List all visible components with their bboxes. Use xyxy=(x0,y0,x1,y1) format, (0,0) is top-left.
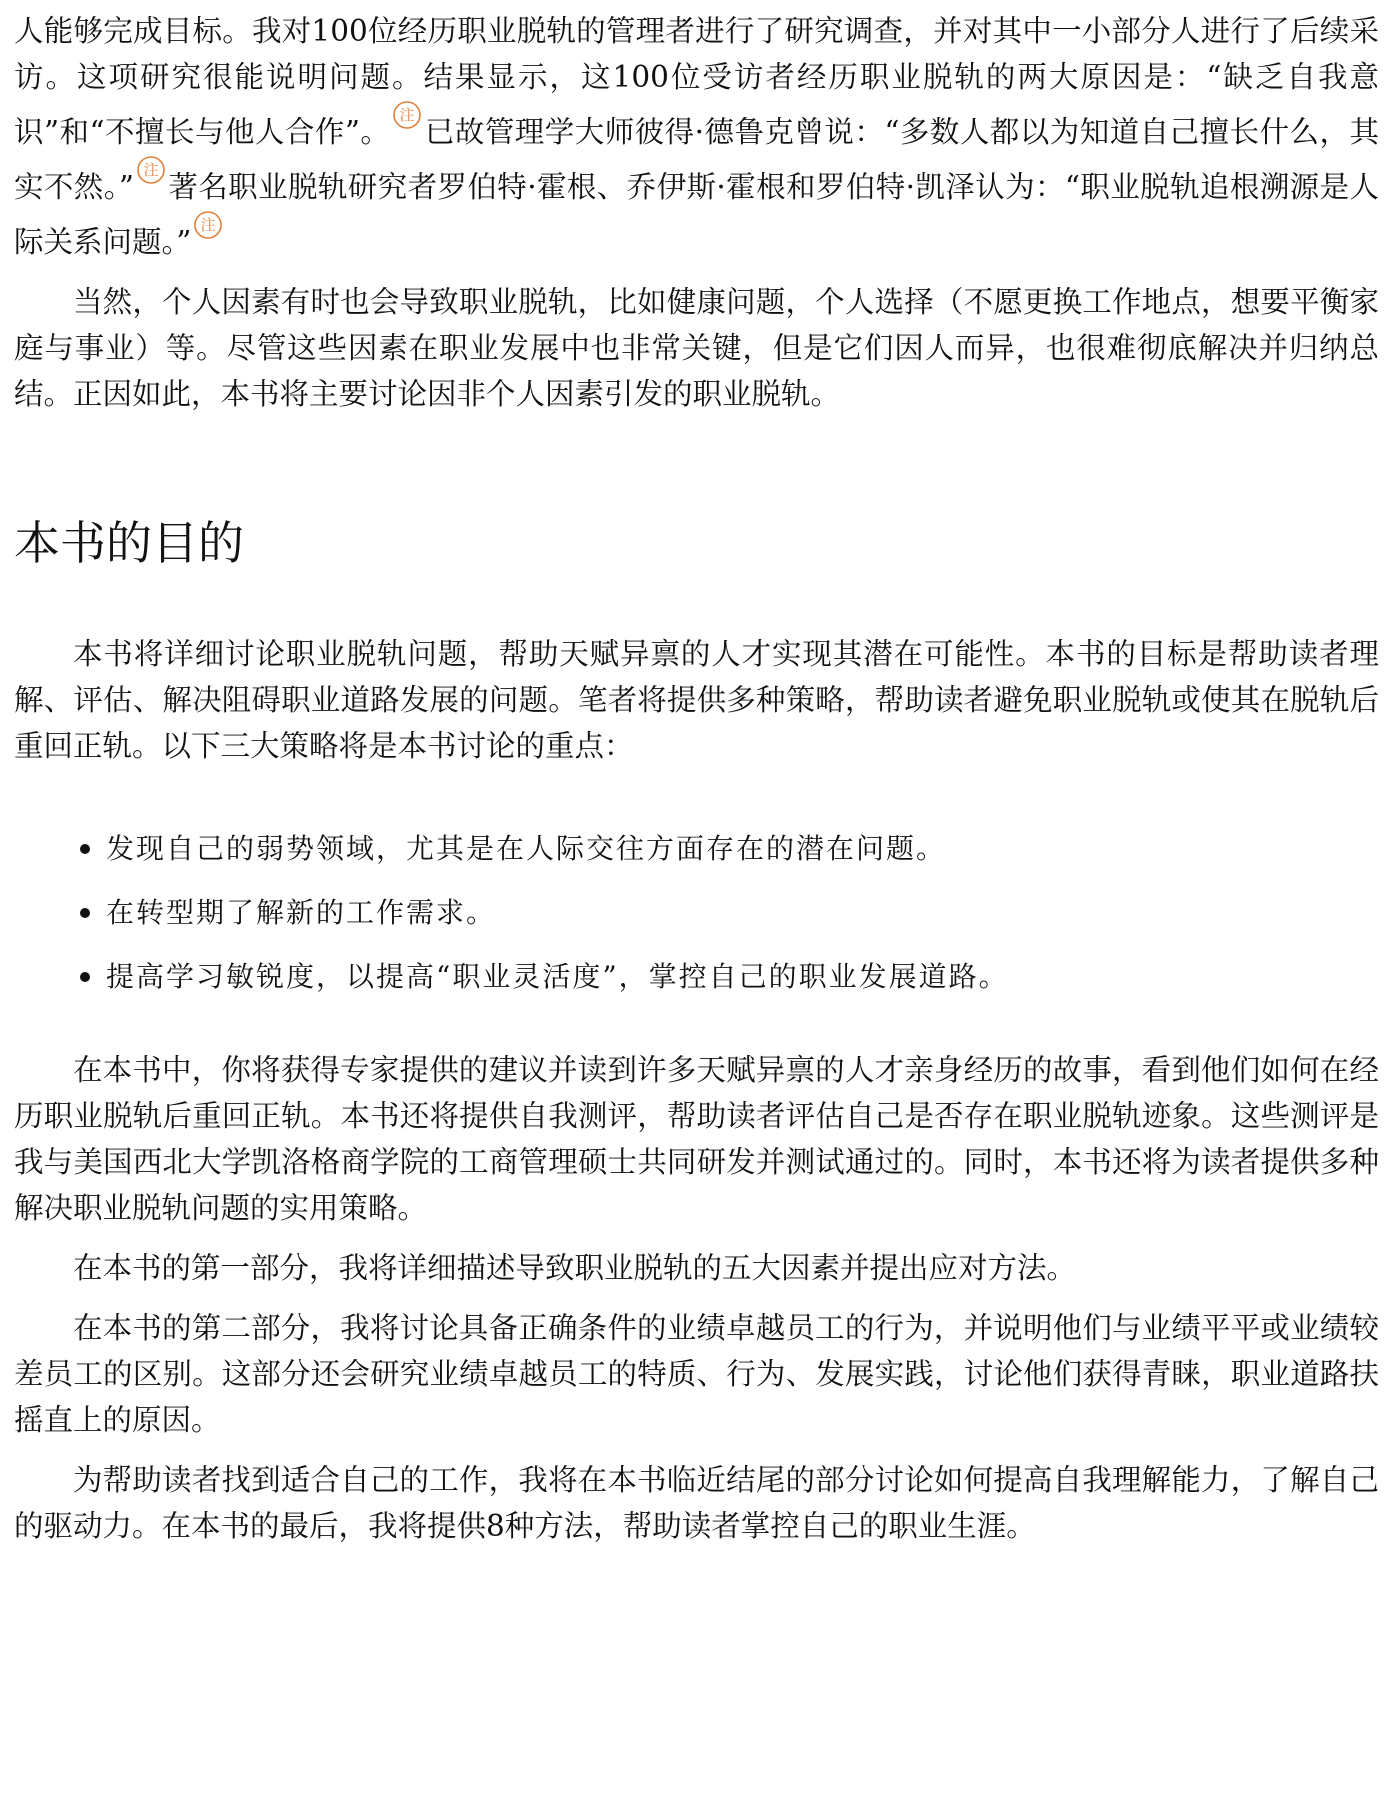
svg-text:注: 注 xyxy=(143,161,159,179)
list-item xyxy=(106,829,1379,869)
list-item-text: 发现自己的弱势领域，尤其是在人际交往方面存在的潜在问题。 xyxy=(106,832,947,865)
section-heading: 本书的目的 xyxy=(14,516,244,570)
svg-text:注: 注 xyxy=(399,106,415,124)
paragraph-text: 已故管理学大师彼得·德鲁克曾说：“多数人都以为知道自己擅长什么，其实不然。” xyxy=(14,115,1379,204)
paragraph-part-two: 在本书的第二部分，我将讨论具备正确条件的业绩卓越员工的行为，并说明他们与业绩平平或业绩较差员工的区别。这部分还会研究业绩卓越员工的特质、行为、发展实践，讨论他们获得青睐，职业道路扶摇直上的原因。 xyxy=(14,1311,1379,1437)
paragraph-book-overview: 在本书中，你将获得专家提供的建议并读到许多天赋异禀的人才亲身经历的故事，看到他们如何在经历职业脱轨后重回正轨。本书还将提供自我测评，帮助读者评估自己是否存在职业脱轨迹象。这些测评是我与美国西北大学凯洛格商学院的工商管理硕士共同研发并测试通过的。同时，本书还将为读者提供多种解决职业脱轨问题的实用策略。 xyxy=(14,1053,1379,1225)
paragraph-continued xyxy=(14,8,1379,265)
footnote-icon[interactable] xyxy=(193,210,223,240)
footnote-icon[interactable] xyxy=(392,100,422,130)
footnote-icon[interactable] xyxy=(136,155,166,185)
paragraph-text: 著名职业脱轨研究者罗伯特·霍根、乔伊斯·霍根和罗伯特·凯泽认为：“职业脱轨追根溯源是人际关系问题。” xyxy=(14,170,1379,259)
paragraph-part-one: 在本书的第一部分，我将详细描述导致职业脱轨的五大因素并提出应对方法。 xyxy=(73,1251,1077,1285)
strategy-list xyxy=(14,829,1379,997)
bullet-icon xyxy=(80,844,90,854)
paragraph-personal-factors: 当然，个人因素有时也会导致职业脱轨，比如健康问题，个人选择（不愿更换工作地点，想要平衡家庭与事业）等。尽管这些因素在职业发展中也非常关键，但是它们因人而异，也很难彻底解决并归纳总结。正因如此，本书将主要讨论因非个人因素引发的职业脱轨。 xyxy=(14,285,1379,411)
bullet-icon xyxy=(80,972,90,982)
list-item-text: 在转型期了解新的工作需求。 xyxy=(106,896,497,929)
list-item-text: 提高学习敏锐度，以提高“职业灵活度”，掌控自己的职业发展道路。 xyxy=(106,960,1009,993)
bullet-icon xyxy=(80,908,90,918)
list-item xyxy=(106,893,1379,933)
paragraph-text: 人能够完成目标。我对100位经历职业脱轨的管理者进行了研究调查，并对其中一小部分人进行了后续采访。这项研究很能说明问题。结果显示，这100位受访者经历职业脱轨的两大原因是：“缺乏自我意识”和“不擅长与他人合作”。 xyxy=(14,14,1379,149)
paragraph-purpose-intro: 本书将详细讨论职业脱轨问题，帮助天赋异禀的人才实现其潜在可能性。本书的目标是帮助读者理解、评估、解决阻碍职业道路发展的问题。笔者将提供多种策略，帮助读者避免职业脱轨或使其在脱轨后重回正轨。以下三大策略将是本书讨论的重点： xyxy=(14,637,1379,763)
svg-text:注: 注 xyxy=(200,216,216,234)
list-item xyxy=(106,957,1379,997)
paragraph-conclusion: 为帮助读者找到适合自己的工作，我将在本书临近结尾的部分讨论如何提高自我理解能力，了解自己的驱动力。在本书的最后，我将提供8种方法，帮助读者掌控自己的职业生涯。 xyxy=(14,1463,1379,1543)
